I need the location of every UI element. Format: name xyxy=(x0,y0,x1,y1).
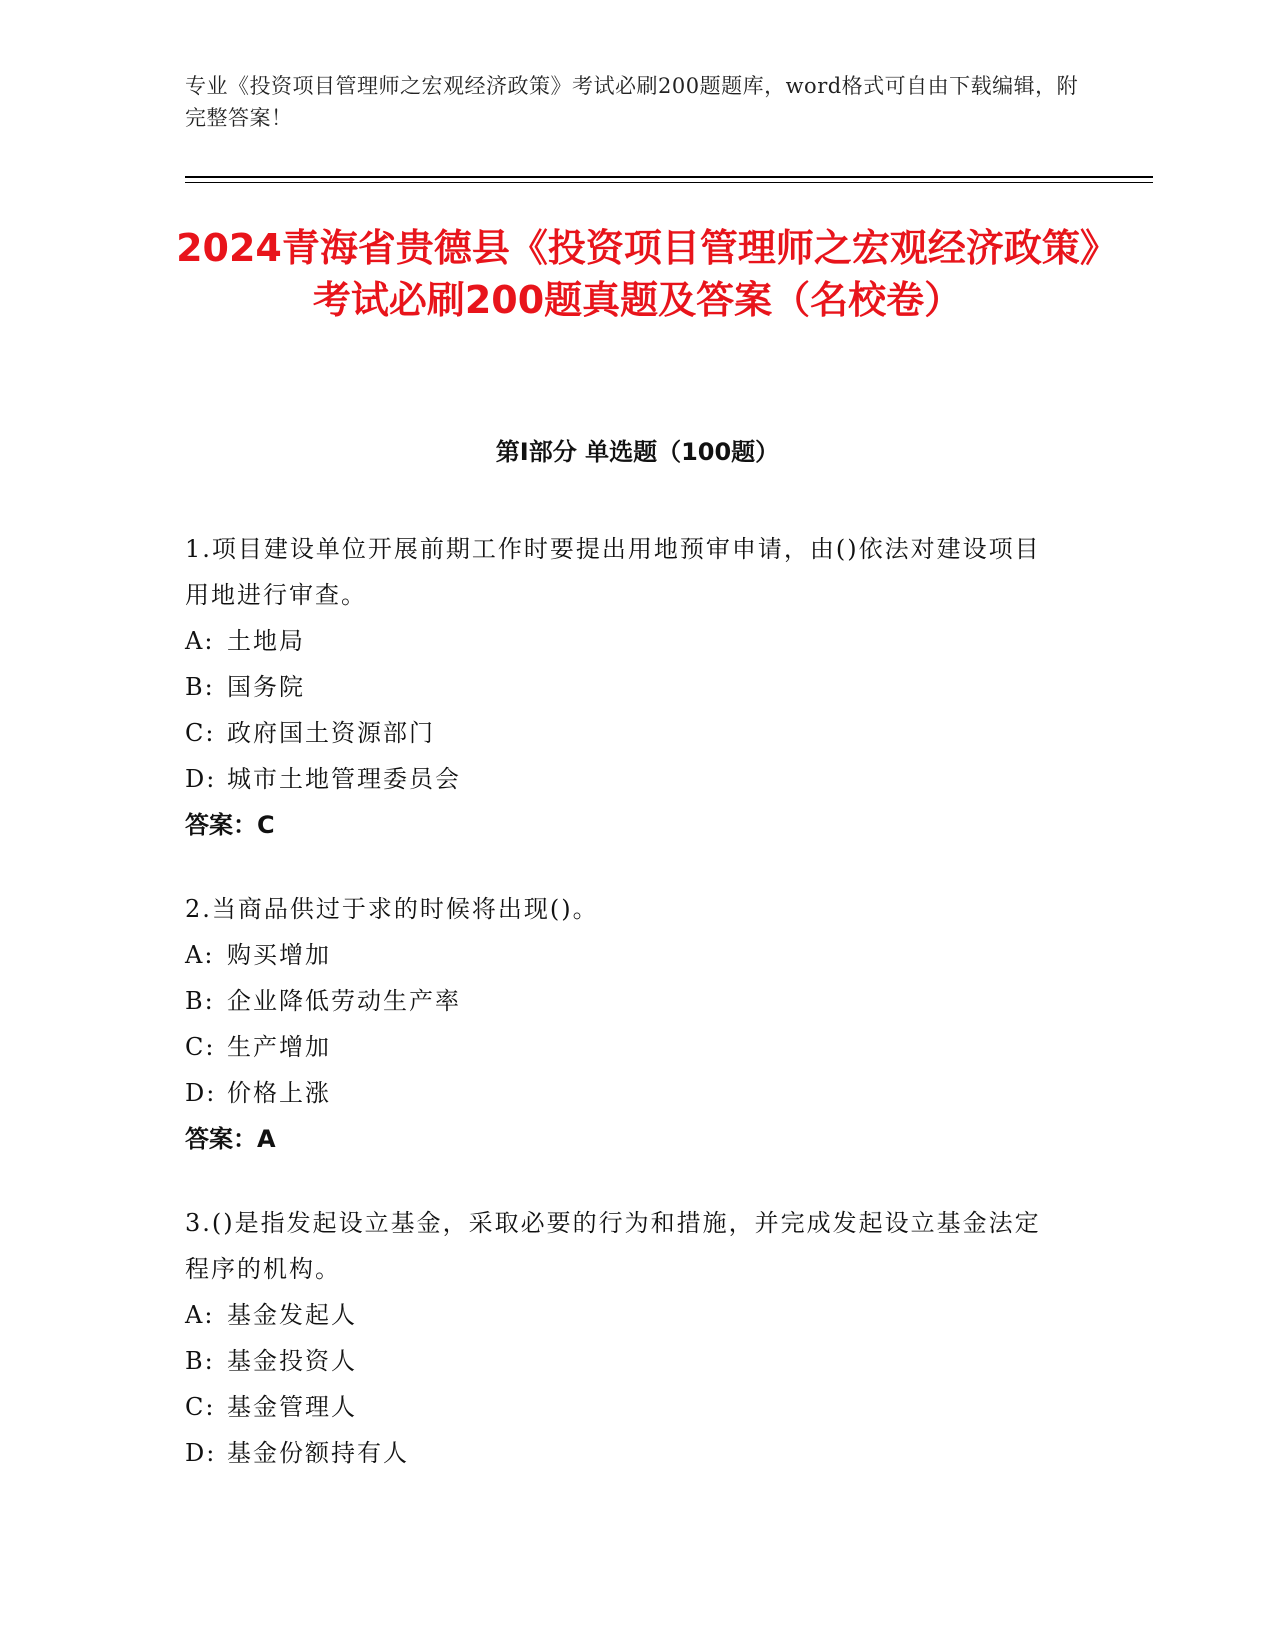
header-note: 专业《投资项目管理师之宏观经济政策》考试必刷200题题库，word格式可自由下载编辑，附完整答案！ xyxy=(185,74,1079,130)
option-letter: B: xyxy=(185,987,215,1015)
option-text: 基金份额持有人 xyxy=(227,1439,409,1467)
option-text: 城市土地管理委员会 xyxy=(227,765,461,793)
option-letter: D: xyxy=(185,1079,217,1107)
option-d xyxy=(185,756,1065,802)
question-item xyxy=(185,886,1065,1162)
option-text: 基金管理人 xyxy=(227,1393,357,1421)
question-list xyxy=(185,526,1065,1514)
option-letter: A: xyxy=(185,1301,215,1329)
option-text: 基金发起人 xyxy=(227,1301,357,1329)
option-text: 生产增加 xyxy=(227,1033,331,1061)
option-letter: D: xyxy=(185,1439,217,1467)
option-a xyxy=(185,932,1065,978)
option-text: 价格上涨 xyxy=(227,1079,331,1107)
question-stem: 2.当商品供过于求的时候将出现()。 xyxy=(185,895,599,923)
option-letter: B: xyxy=(185,673,215,701)
option-b xyxy=(185,1338,1065,1384)
option-d xyxy=(185,1430,1065,1476)
header-rule-thin xyxy=(185,182,1153,183)
option-letter: C: xyxy=(185,1033,216,1061)
option-a xyxy=(185,1292,1065,1338)
question-stem: 3.()是指发起设立基金，采取必要的行为和措施，并完成发起设立基金法定程序的机构。 xyxy=(185,1209,1041,1283)
option-d xyxy=(185,1070,1065,1116)
question-item xyxy=(185,1200,1065,1476)
option-text: 基金投资人 xyxy=(227,1347,357,1375)
option-c xyxy=(185,1384,1065,1430)
option-letter: D: xyxy=(185,765,217,793)
option-text: 土地局 xyxy=(227,627,305,655)
option-b xyxy=(185,978,1065,1024)
option-a xyxy=(185,618,1065,664)
option-text: 企业降低劳动生产率 xyxy=(227,987,461,1015)
header-rule-thick xyxy=(185,176,1153,178)
option-letter: A: xyxy=(185,941,215,969)
option-text: 国务院 xyxy=(227,673,305,701)
option-text: 政府国土资源部门 xyxy=(227,719,435,747)
option-c xyxy=(185,1024,1065,1070)
option-letter: C: xyxy=(185,719,216,747)
option-letter: A: xyxy=(185,627,215,655)
document-title: 2024青海省贵德县《投资项目管理师之宏观经济政策》考试必刷200题真题及答案（名校卷） xyxy=(176,226,1099,322)
option-letter: C: xyxy=(185,1393,216,1421)
option-text: 购买增加 xyxy=(227,941,331,969)
answer-line: 答案：A xyxy=(185,1125,276,1153)
question-stem: 1.项目建设单位开展前期工作时要提出用地预审申请，由()依法对建设项目用地进行审查。 xyxy=(185,535,1041,609)
section-title: 第I部分 单选题（100题） xyxy=(495,438,780,466)
option-c xyxy=(185,710,1065,756)
answer-line: 答案：C xyxy=(185,811,275,839)
option-b xyxy=(185,664,1065,710)
option-letter: B: xyxy=(185,1347,215,1375)
question-item xyxy=(185,526,1065,848)
